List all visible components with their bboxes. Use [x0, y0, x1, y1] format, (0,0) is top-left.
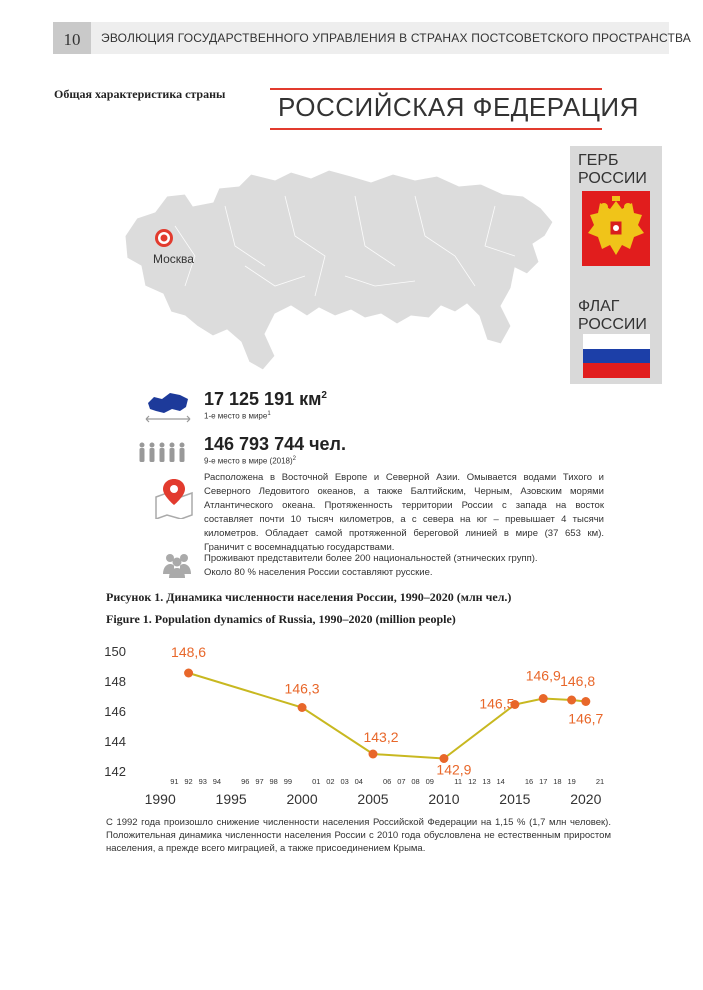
data-label: 146,7	[568, 710, 604, 727]
y-tick-label: 144	[104, 734, 126, 749]
ethnic-groups-icon	[162, 552, 192, 578]
country-title: РОССИЙСКАЯ ФЕДЕРАЦИЯ	[278, 92, 639, 122]
data-point-marker	[184, 669, 193, 678]
people-icon	[138, 442, 186, 464]
x-minor-tick-label: 19	[567, 777, 576, 786]
chart-footnote: С 1992 года произошло снижение численности населения Российской Федерации на 1,15 % (1,7 млн человек). Положительная динамика численности населения России с 2010 года обусловлена не естественным приростом населения, а прежде всего миграцией, а также присоединением Крыма.	[106, 817, 611, 854]
x-minor-tick-label: 08	[411, 777, 420, 786]
x-minor-tick-label: 98	[269, 777, 278, 786]
russia-territory-shape	[125, 170, 553, 370]
data-label: 148,6	[171, 644, 207, 660]
x-minor-tick-label: 21	[595, 777, 605, 786]
area-map-icon	[144, 389, 192, 427]
x-minor-tick-label: 17	[539, 777, 548, 786]
data-point-marker	[539, 694, 548, 703]
x-minor-tick-label: 97	[255, 777, 264, 786]
x-major-tick-label: 1995	[215, 791, 247, 807]
data-label: 142,9	[436, 761, 472, 778]
location-pin-icon	[153, 477, 195, 519]
y-tick-label: 150	[104, 644, 126, 659]
population-series-line	[189, 673, 586, 759]
x-minor-tick-label: 13	[482, 777, 491, 786]
y-tick-label: 142	[104, 764, 126, 779]
x-minor-tick-label: 14	[496, 777, 505, 786]
x-major-tick-label: 1990	[144, 791, 176, 807]
x-major-tick-label: 2020	[570, 791, 602, 807]
data-point-marker	[369, 750, 378, 759]
capital-label: Москва	[153, 252, 194, 266]
figure-caption-ru: Рисунок 1. Динамика численности населения России, 1990–2020 (млн чел.)	[106, 590, 512, 604]
coat-of-arms	[582, 191, 650, 266]
y-tick-label: 148	[104, 674, 126, 689]
y-tick-label: 146	[104, 704, 126, 719]
x-minor-tick-label: 93	[198, 777, 207, 786]
x-minor-tick-label: 07	[397, 777, 406, 786]
ethnic-text-2: Около 80 % населения России составляют русские.	[204, 567, 433, 578]
x-minor-tick-label: 02	[326, 777, 335, 786]
data-label: 143,2	[363, 729, 399, 745]
flag-stripe-blue	[583, 349, 650, 364]
x-minor-tick-label: 03	[340, 777, 349, 786]
x-minor-tick-label: 91	[170, 777, 179, 786]
data-label: 146,3	[284, 680, 320, 697]
x-minor-tick-label: 96	[241, 777, 250, 786]
ethnic-text-1: Проживают представители более 200 национальностей (этнических групп).	[204, 553, 538, 564]
russian-flag	[583, 334, 650, 378]
flag-title-line1: ФЛАГ	[578, 298, 620, 315]
figure-caption-en: Figure 1. Population dynamics of Russia, 1990–2020 (million people)	[106, 612, 456, 626]
data-point-marker	[298, 703, 307, 712]
coat-title-line2: РОССИИ	[578, 170, 647, 187]
moscow-marker	[155, 229, 173, 247]
x-minor-tick-label: 94	[212, 777, 222, 786]
russia-map	[115, 166, 555, 372]
x-major-tick-label: 2005	[357, 791, 389, 807]
x-minor-tick-label: 06	[383, 777, 392, 786]
location-description: Расположена в Восточной Европе и Северной Азии. Омывается водами Тихого и Северного Ледовитого океанов, а также Балтийским, Черным, Азовским морями Атлантического океана. Протяженность территории России с запада на восток составляет почти 10 тысяч километров, а с севера на юг – превышает 4 тысячи километров. Обладает самой протяженной береговой линией в мире (37 653 км). Граничит с восемнадцатью государствами.	[204, 472, 604, 553]
data-label: 146,9	[525, 667, 561, 684]
x-major-tick-label: 2015	[499, 791, 531, 807]
section-label: Общая характеристика страны	[54, 87, 226, 101]
data-label: 146,5	[479, 695, 515, 712]
flag-stripe-red	[583, 363, 650, 378]
x-minor-tick-label: 01	[312, 777, 321, 786]
data-point-marker	[567, 696, 576, 705]
flag-stripe-white	[583, 334, 650, 349]
x-minor-tick-label: 92	[184, 777, 193, 786]
coat-title-line1: ГЕРБ	[578, 152, 619, 169]
double-headed-eagle-icon	[582, 191, 650, 266]
flag-title-line2: РОССИИ	[578, 316, 647, 333]
x-major-tick-label: 2010	[428, 791, 460, 807]
area-value: 17 125 191 $км^2$	[204, 389, 327, 409]
area-rank-note: 1-е место в мире$^1$	[204, 411, 271, 421]
population-chart	[100, 634, 620, 814]
data-point-marker	[581, 697, 590, 706]
x-minor-tick-label: 18	[553, 777, 562, 786]
x-minor-tick-label: 09	[425, 777, 434, 786]
population-value: 146 793 744 чел.	[204, 434, 346, 454]
page-number: 10	[53, 22, 91, 54]
population-rank-note: 9-е место в мире $(2018)^2$	[204, 456, 297, 466]
x-minor-tick-label: 11	[454, 777, 463, 786]
x-minor-tick-label: 12	[468, 777, 477, 786]
running-header: ЭВОЛЮЦИЯ ГОСУДАРСТВЕННОГО УПРАВЛЕНИЯ В СТРАНАХ ПОСТСОВЕТСКОГО ПРОСТРАНСТВА	[101, 31, 691, 45]
x-minor-tick-label: 04	[354, 777, 363, 786]
x-major-tick-label: 2000	[286, 791, 318, 807]
x-minor-tick-label: 16	[524, 777, 534, 786]
data-label: 146,8	[560, 673, 596, 689]
x-minor-tick-label: 99	[283, 777, 293, 786]
